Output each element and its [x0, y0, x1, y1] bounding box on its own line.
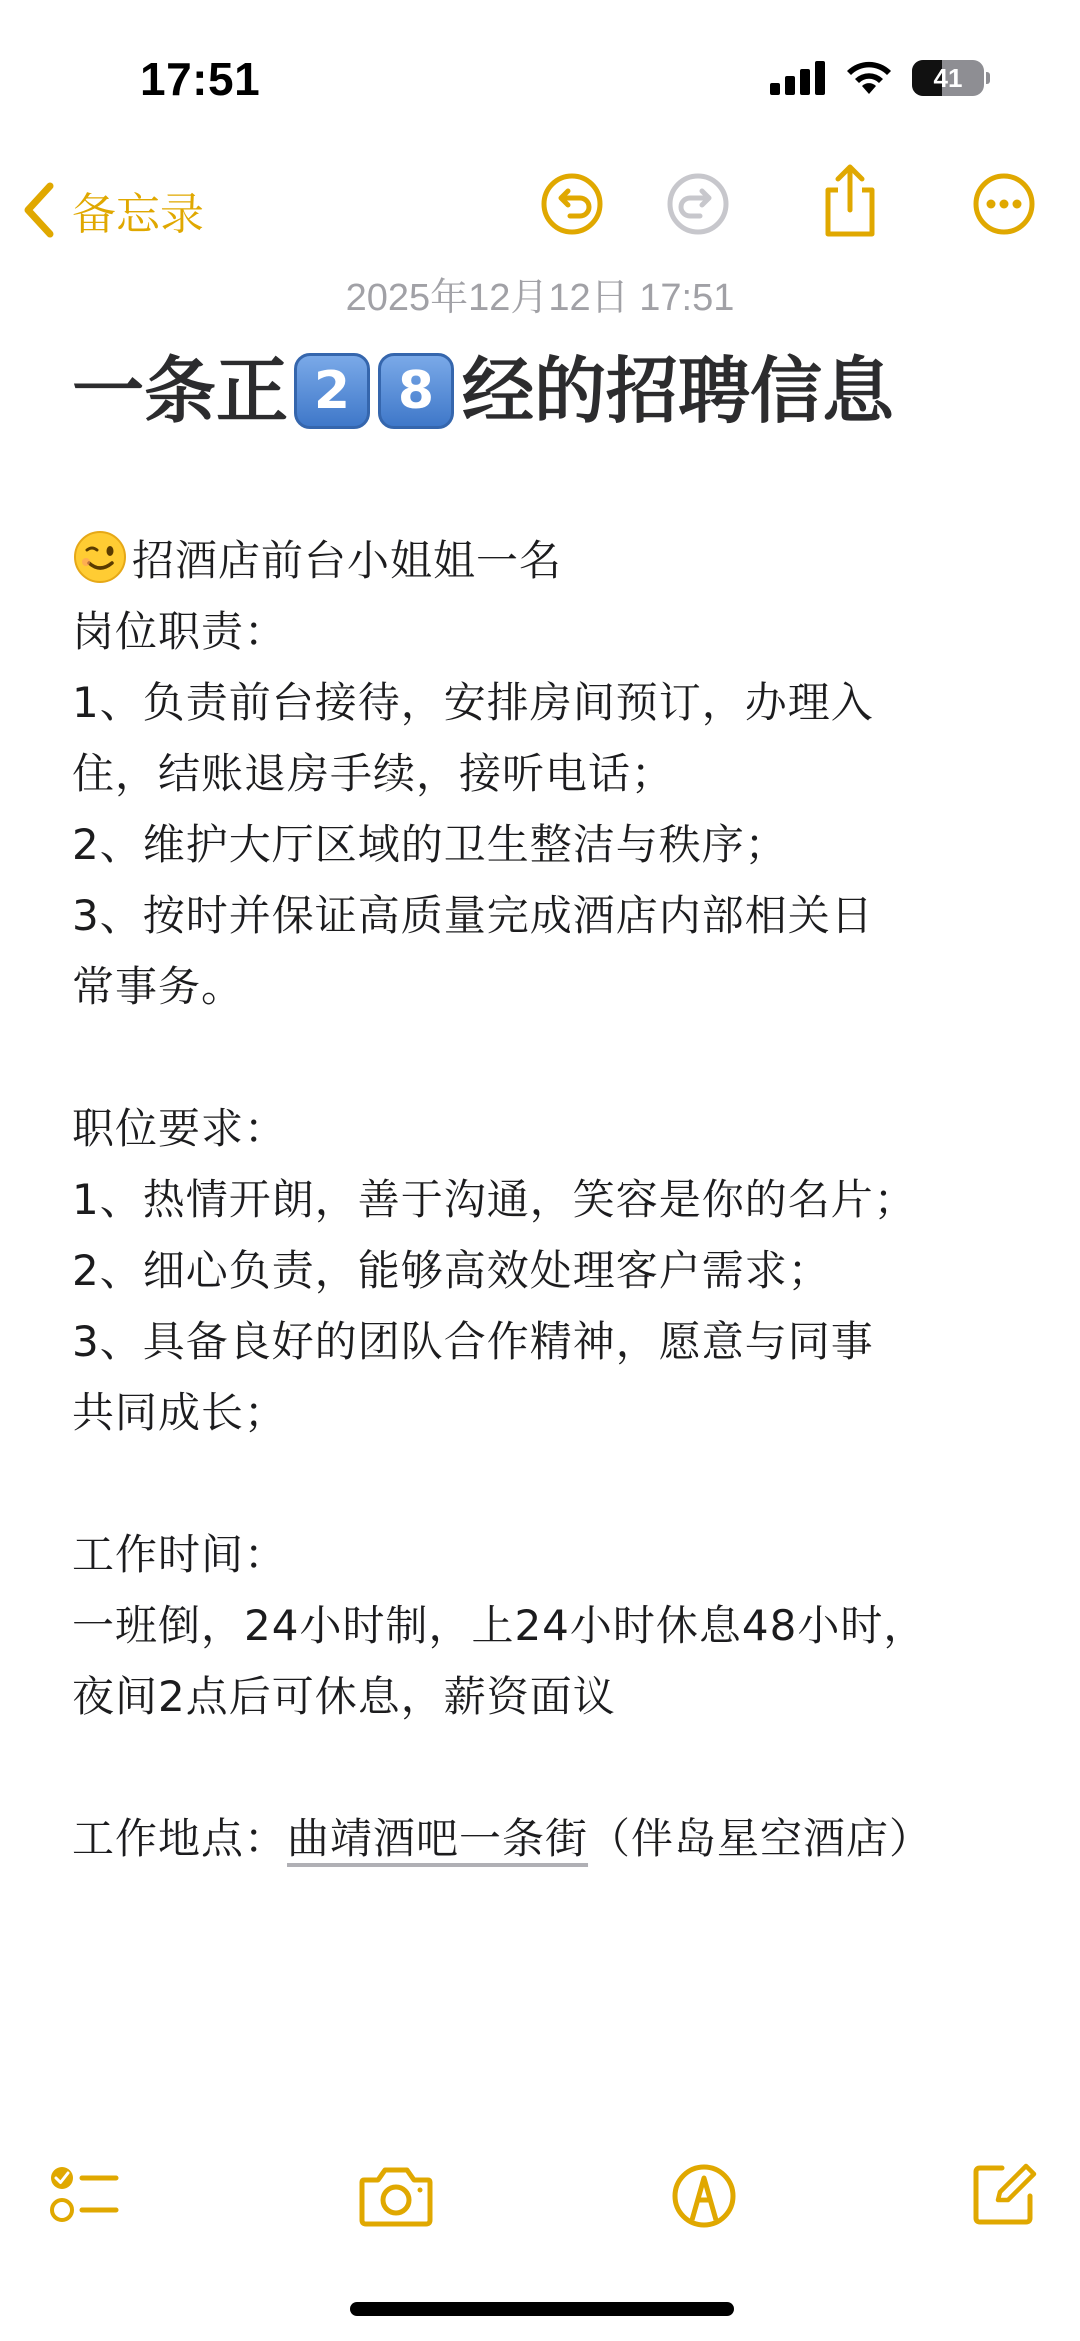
- note-line: 2、维护大厅区域的卫生整洁与秩序；: [72, 820, 788, 869]
- keycap-eight: 8: [378, 353, 454, 429]
- location-detail: （伴岛星空酒店）: [588, 1814, 933, 1863]
- status-time: 17:51: [140, 53, 261, 105]
- nav-bar: [0, 160, 1080, 260]
- note-line: 职位要求：: [72, 1104, 288, 1153]
- note-line-text: 招酒店前台小姐姐一名: [132, 536, 563, 585]
- note-line: 夜间2点后可休息，薪资面议: [72, 1672, 616, 1721]
- keycap-two: 2: [294, 353, 370, 429]
- blank-line: [72, 1732, 1032, 1803]
- undo-icon[interactable]: [540, 172, 604, 236]
- note-line: 3、具备良好的团队合作精神，愿意与同事: [72, 1317, 874, 1366]
- note-line: 共同成长；: [72, 1388, 288, 1437]
- more-icon[interactable]: [972, 172, 1036, 236]
- back-label: 备忘录: [72, 189, 204, 240]
- checklist-icon[interactable]: [48, 2160, 120, 2232]
- title-suffix: 经的招聘信息: [462, 349, 895, 433]
- battery-cap: [986, 72, 990, 84]
- blank-line: [72, 1448, 1032, 1519]
- camera-icon[interactable]: [358, 2164, 434, 2228]
- note-line: 一班倒，24小时制，上24小时休息48小时，: [72, 1601, 927, 1650]
- chevron-left-icon: [22, 182, 56, 238]
- status-bar: [0, 0, 1080, 150]
- note-date: 2025年12月12日 17:51: [345, 277, 735, 319]
- compose-icon[interactable]: [970, 2160, 1038, 2228]
- location-link[interactable]: 曲靖酒吧一条街: [287, 1814, 589, 1863]
- bottom-toolbar: [0, 2160, 1080, 2240]
- note-line: [72, 525, 1032, 596]
- home-indicator[interactable]: [350, 2302, 734, 2316]
- markup-icon[interactable]: [670, 2162, 738, 2230]
- note-line: 岗位职责：: [72, 607, 288, 656]
- title-prefix: 一条正: [72, 349, 289, 433]
- note-body[interactable]: [72, 525, 1032, 1874]
- note-line: 常事务。: [72, 962, 245, 1011]
- note-line: 住，结账退房手续，接听电话；: [72, 749, 675, 798]
- note-line: 工作时间：: [72, 1530, 288, 1579]
- share-icon[interactable]: [820, 164, 880, 238]
- location-label: 工作地点：: [72, 1814, 288, 1863]
- note-line: [72, 1803, 1032, 1874]
- note-line: 3、按时并保证高质量完成酒店内部相关日: [72, 891, 874, 940]
- redo-icon[interactable]: [666, 172, 730, 236]
- back-button[interactable]: [22, 178, 204, 242]
- status-icons: [770, 60, 990, 96]
- battery-icon: [912, 60, 984, 96]
- blank-line: [72, 1022, 1032, 1093]
- winking-face-icon: [72, 529, 128, 585]
- signal-icon: [770, 61, 826, 95]
- note-line: 2、细心负责，能够高效处理客户需求；: [72, 1246, 831, 1295]
- wifi-icon: [844, 60, 894, 96]
- note-line: 1、负责前台接待，安排房间预订，办理入: [72, 678, 874, 727]
- note-title[interactable]: [72, 345, 1032, 437]
- battery-level: 41: [933, 62, 963, 93]
- note-line: 1、热情开朗，善于沟通，笑容是你的名片；: [72, 1175, 917, 1224]
